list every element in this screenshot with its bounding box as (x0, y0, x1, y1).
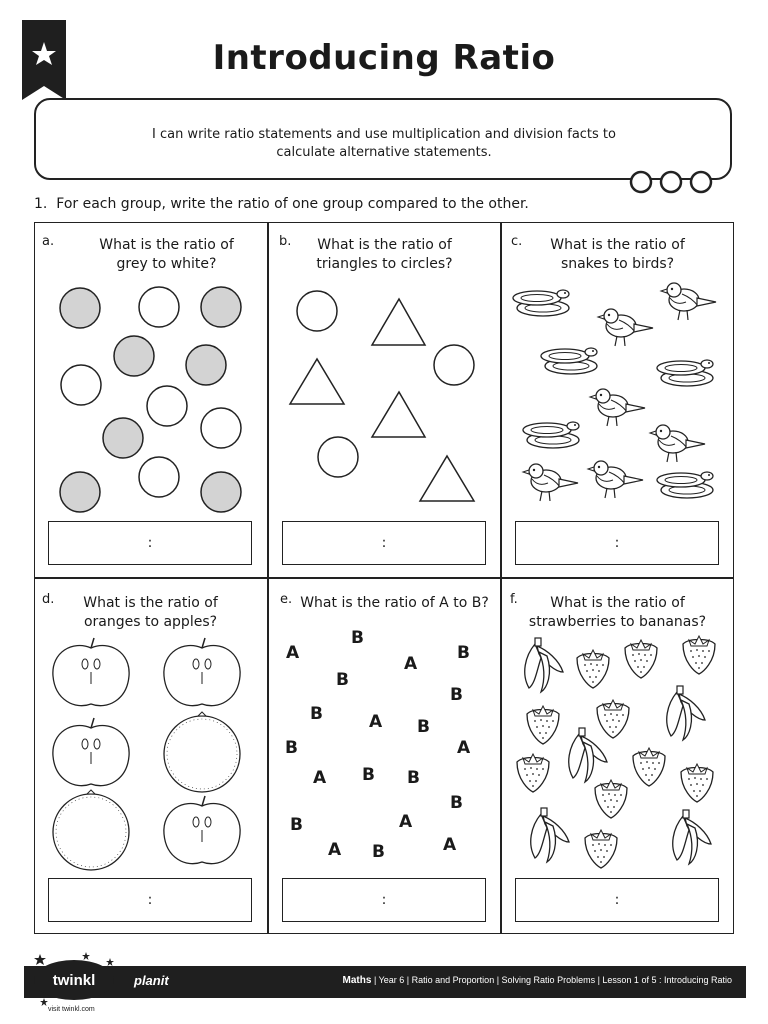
letter-b: B (407, 768, 420, 788)
letter-b: B (290, 815, 303, 835)
letter-a: A (457, 738, 471, 758)
decorative-circles-icon (628, 170, 716, 194)
cell-d-question: What is the ratio of oranges to apples? (83, 595, 218, 630)
cell-f-question: What is the ratio of strawberries to bananas? (528, 595, 707, 630)
letter-a: A (313, 768, 327, 788)
letter-b: B (372, 842, 385, 862)
cell-c-question: What is the ratio of snakes to birds? (550, 237, 685, 272)
letter-b: B (417, 717, 430, 737)
triangles-circles (268, 276, 500, 516)
twinkl-wordmark: twinkl (52, 972, 96, 989)
answer-box-c[interactable]: : (515, 521, 719, 565)
cell-a-question: What is the ratio of grey to white? (99, 237, 234, 272)
letter-b: B (336, 670, 349, 690)
oranges-apples (34, 634, 267, 874)
question-1: 1. For each group, write the ratio of one group compared to the other. (34, 196, 529, 212)
answer-box-e[interactable]: : (282, 878, 486, 922)
visit-link[interactable]: visit twinkl.com (48, 1006, 95, 1013)
letter-a: A (286, 643, 300, 663)
footer-breadcrumb: Maths | Year 6 | Ratio and Proportion | Solving Ratio Problems | Lesson 1 of 5 : Introducing Ratio (342, 975, 732, 986)
planit-logo: planit (134, 973, 169, 988)
letter-b: B (285, 738, 298, 758)
letter-b: B (450, 793, 463, 813)
page-title: Introducing Ratio (212, 38, 556, 78)
learning-objective: I can write ratio statements and use multiplication and division facts to calculate alternative statements. (151, 127, 616, 160)
letter-a: A (328, 840, 342, 860)
letter-b: B (310, 704, 323, 724)
letter-b: B (362, 765, 375, 785)
cell-b-letter: b. (279, 234, 292, 249)
answer-box-b[interactable]: : (282, 521, 486, 565)
grey-white-circles (34, 276, 267, 516)
letter-b: B (457, 643, 470, 663)
cell-e-letter: e. (280, 592, 293, 607)
cell-d-letter: d. (42, 592, 55, 607)
letter-a: A (399, 812, 413, 832)
cell-e-question: What is the ratio of A to B? (300, 595, 489, 611)
strawberries-bananas (501, 634, 733, 874)
letter-b: B (450, 685, 463, 705)
cell-c-letter: c. (511, 234, 523, 249)
grid-divider (34, 577, 734, 579)
letter-a: A (443, 835, 457, 855)
answer-box-a[interactable]: : (48, 521, 252, 565)
cell-b-question: What is the ratio of triangles to circles? (316, 237, 453, 272)
letter-a: A (369, 712, 383, 732)
answer-box-f[interactable]: : (515, 878, 719, 922)
cell-f-letter: f. (510, 592, 518, 607)
snakes-birds (501, 276, 733, 516)
cell-a-letter: a. (42, 234, 55, 249)
answer-box-d[interactable]: : (48, 878, 252, 922)
letter-b: B (351, 628, 364, 648)
letter-a: A (404, 654, 418, 674)
twinkl-logo-icon (30, 950, 140, 1012)
